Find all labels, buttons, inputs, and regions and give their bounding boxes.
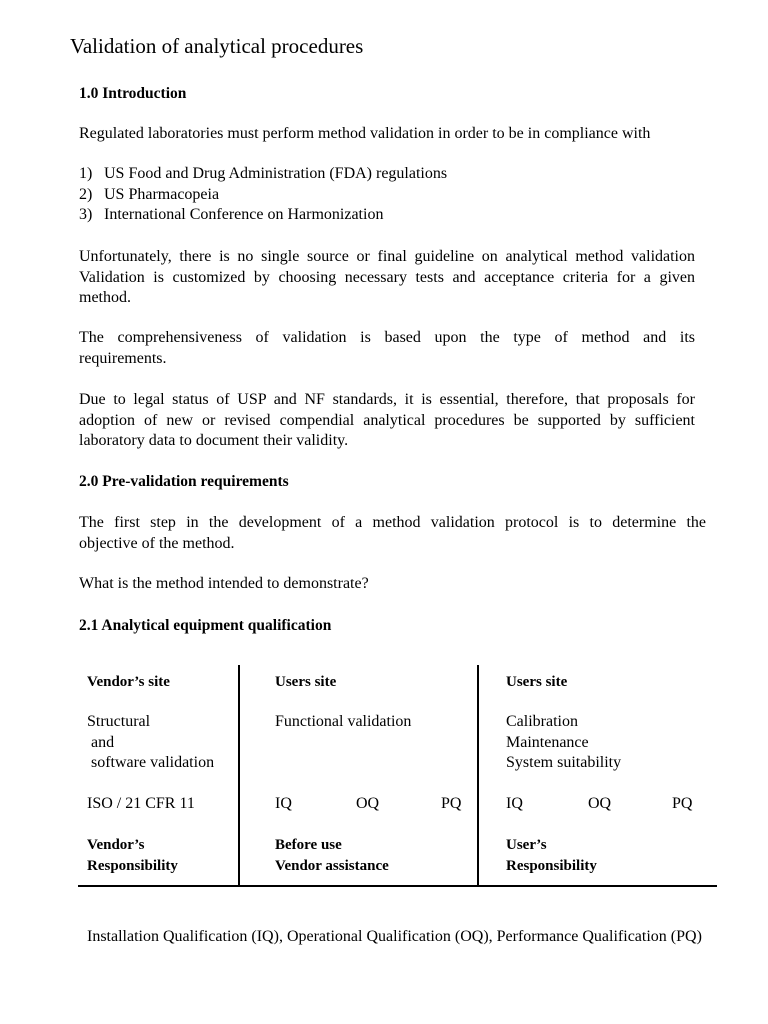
paragraph-line: method.	[79, 289, 131, 306]
list-item-number: 3)	[79, 206, 93, 223]
paragraph-line: requirements.	[79, 349, 167, 367]
list-item-number: 1)	[79, 165, 93, 182]
page-title: Validation of analytical procedures	[70, 34, 364, 58]
stage-label: OQ	[356, 795, 380, 812]
section-heading-equipment-qualification: 2.1 Analytical equipment qualification	[79, 617, 332, 634]
list-item	[79, 185, 447, 206]
list-item-text: US Food and Drug Administration (FDA) regulations	[104, 165, 448, 182]
qualification-footnote: Installation Qualification (IQ), Operational Qualification (OQ), Performance Qualification (PQ)	[87, 928, 702, 945]
qualification-table	[78, 665, 717, 887]
users-site-body-line: Maintenance	[506, 733, 589, 751]
vendor-site-body-line: Structural	[87, 713, 151, 730]
paragraph-line: objective of the method.	[79, 534, 235, 552]
guideline-paragraph	[79, 247, 695, 309]
users-responsibility-line: Before use	[275, 837, 342, 853]
paragraph-line: Due to legal status of USP and NF standards, it is essential, therefore, that proposals for	[79, 391, 695, 408]
stage-label: IQ	[506, 795, 523, 812]
table-bottom-rule	[78, 885, 717, 887]
column-divider	[238, 665, 240, 887]
paragraph-line: Validation is customized by choosing necessary tests and acceptance criteria for a given	[79, 268, 695, 286]
users-site-header: Users site	[506, 674, 568, 690]
users-site-body: Functional validation	[275, 713, 412, 730]
stage-label: PQ	[672, 795, 693, 812]
paragraph-line: laboratory data to document their validity.	[79, 432, 349, 449]
user-responsibility-line: User’s	[506, 837, 547, 853]
list-item-number: 2)	[79, 185, 93, 203]
vendor-standard: ISO / 21 CFR 11	[87, 795, 195, 812]
section-heading-introduction: 1.0 Introduction	[79, 85, 187, 102]
vendor-site-header: Vendor’s site	[87, 674, 170, 690]
column-divider	[477, 665, 479, 887]
paragraph-line: The comprehensiveness of validation is based upon the type of method and its	[79, 329, 695, 346]
list-item	[79, 205, 447, 226]
vendor-site-body-line: and	[87, 733, 115, 751]
stage-label: OQ	[588, 795, 612, 812]
users-site-body-line: System suitability	[506, 754, 622, 771]
stage-label: PQ	[441, 795, 462, 812]
list-item-text: US Pharmacopeia	[104, 185, 220, 203]
users-site-body-line: Calibration	[506, 713, 578, 730]
paragraph-line: adoption of new or revised compendial analytical procedures be supported by sufficient	[79, 411, 695, 429]
legal-status-paragraph	[79, 390, 695, 452]
vendor-responsibility-line: Responsibility	[87, 858, 178, 874]
users-responsibility-line: Vendor assistance	[275, 858, 389, 874]
paragraph-line: The first step in the development of a method validation protocol is to determine the	[79, 514, 706, 531]
user-responsibility-line: Responsibility	[506, 858, 597, 874]
vendor-site-body-line: software validation	[87, 754, 215, 771]
list-item-text: International Conference on Harmonization	[104, 206, 384, 223]
protocol-paragraph	[79, 513, 706, 554]
question-paragraph: What is the method intended to demonstrate?	[79, 575, 369, 592]
stage-label: IQ	[275, 795, 292, 812]
paragraph-line: Unfortunately, there is no single source or final guideline on analytical method validation	[79, 248, 695, 265]
users-site-header: Users site	[275, 674, 337, 690]
vendor-responsibility-line: Vendor’s	[87, 837, 145, 853]
list-item	[79, 164, 447, 185]
intro-paragraph: Regulated laboratories must perform method validation in order to be in compliance with	[79, 125, 651, 142]
section-heading-prevalidation: 2.0 Pre-validation requirements	[79, 473, 289, 490]
regulation-list	[79, 164, 447, 226]
comprehensiveness-paragraph	[79, 328, 695, 369]
